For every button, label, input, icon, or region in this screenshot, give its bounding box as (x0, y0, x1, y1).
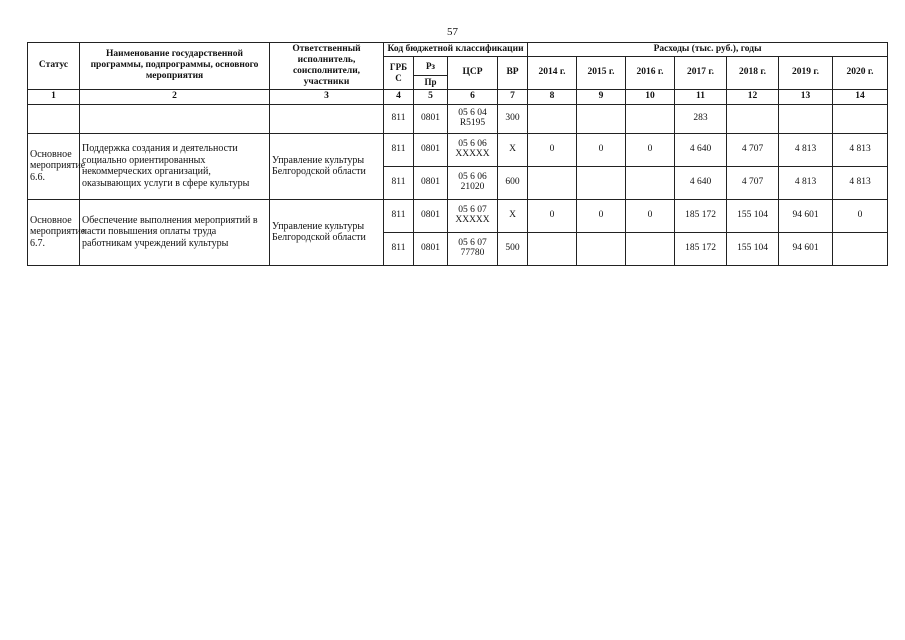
value-cell: 0 (833, 199, 888, 232)
column-number: 8 (528, 89, 577, 104)
csr-cell: 05 6 06 21020 (448, 166, 498, 199)
value-cell: 185 172 (675, 232, 727, 265)
value-cell: 0 (528, 199, 577, 232)
value-cell: 4 813 (779, 133, 833, 166)
header-name: Наименование государственной программы, подпрограммы, основного мероприятия (80, 43, 270, 90)
header-grbs: ГРБ С (384, 56, 414, 89)
value-cell (577, 166, 626, 199)
column-number: 4 (384, 89, 414, 104)
rzpr-cell: 0801 (414, 232, 448, 265)
value-cell: 4 707 (727, 166, 779, 199)
value-cell: 0 (577, 199, 626, 232)
rzpr-cell: 0801 (414, 104, 448, 133)
rzpr-cell: 0801 (414, 199, 448, 232)
value-cell: 0 (626, 133, 675, 166)
header-year-2018: 2018 г. (727, 56, 779, 89)
status-cell: Основное мероприятие 6.6. (28, 133, 80, 199)
value-cell (626, 166, 675, 199)
column-number: 11 (675, 89, 727, 104)
column-number: 12 (727, 89, 779, 104)
value-cell (577, 104, 626, 133)
budget-table (27, 42, 888, 266)
value-cell (528, 104, 577, 133)
value-cell: 0 (577, 133, 626, 166)
column-number: 13 (779, 89, 833, 104)
column-number: 3 (270, 89, 384, 104)
vr-cell: X (498, 199, 528, 232)
name-cell (80, 104, 270, 133)
column-number: 10 (626, 89, 675, 104)
value-cell: 4 707 (727, 133, 779, 166)
status-cell: Основное мероприятие 6.7. (28, 199, 80, 265)
value-cell (626, 104, 675, 133)
vr-cell: 500 (498, 232, 528, 265)
csr-cell: 05 6 07 77780 (448, 232, 498, 265)
column-number: 1 (28, 89, 80, 104)
rzpr-cell: 0801 (414, 166, 448, 199)
column-number: 2 (80, 89, 270, 104)
value-cell: 155 104 (727, 232, 779, 265)
header-status: Статус (28, 43, 80, 90)
column-number: 9 (577, 89, 626, 104)
vr-cell: 300 (498, 104, 528, 133)
header-expenses: Расходы (тыс. руб.), годы (528, 43, 888, 57)
header-rz: Рз (414, 56, 448, 75)
column-number: 6 (448, 89, 498, 104)
header-pr: Пр (414, 76, 448, 89)
column-number: 5 (414, 89, 448, 104)
status-cell (28, 104, 80, 133)
vr-cell: X (498, 133, 528, 166)
value-cell: 4 813 (833, 133, 888, 166)
header-year-2015: 2015 г. (577, 56, 626, 89)
value-cell: 4 640 (675, 166, 727, 199)
value-cell: 94 601 (779, 199, 833, 232)
header-year-2019: 2019 г. (779, 56, 833, 89)
table-row (28, 133, 888, 166)
column-number: 14 (833, 89, 888, 104)
csr-cell: 05 6 07 XXXXX (448, 199, 498, 232)
column-number-row (28, 89, 888, 104)
header-csr: ЦСР (448, 56, 498, 89)
value-cell: 0 (626, 199, 675, 232)
header-year-2014: 2014 г. (528, 56, 577, 89)
responsible-cell (270, 104, 384, 133)
value-cell (833, 232, 888, 265)
header-responsible: Ответственный исполнитель, соисполнители, участники (270, 43, 384, 90)
vr-cell: 600 (498, 166, 528, 199)
value-cell (779, 104, 833, 133)
value-cell: 155 104 (727, 199, 779, 232)
responsible-cell: Управление культуры Белгородской области (270, 133, 384, 199)
value-cell (626, 232, 675, 265)
value-cell: 185 172 (675, 199, 727, 232)
value-cell: 283 (675, 104, 727, 133)
value-cell: 94 601 (779, 232, 833, 265)
header-vr: ВР (498, 56, 528, 89)
value-cell: 4 813 (833, 166, 888, 199)
value-cell (528, 232, 577, 265)
value-cell (577, 232, 626, 265)
header-year-2017: 2017 г. (675, 56, 727, 89)
column-number: 7 (498, 89, 528, 104)
rzpr-cell: 0801 (414, 133, 448, 166)
header-row-top (28, 43, 888, 57)
header-year-2020: 2020 г. (833, 56, 888, 89)
value-cell (727, 104, 779, 133)
grbs-cell: 811 (384, 133, 414, 166)
table-row (28, 104, 888, 133)
header-budget-code: Код бюджетной классификации (384, 43, 528, 57)
name-cell: Обеспечение выполнения мероприятий в части повышения оплаты труда работникам учреждений культуры (80, 199, 270, 265)
csr-cell: 05 6 04 R5195 (448, 104, 498, 133)
name-cell: Поддержка создания и деятельности социально ориентированных некоммерческих организаций, оказывающих услуги в сфере культуры (80, 133, 270, 199)
page-number: 57 (447, 26, 458, 38)
grbs-cell: 811 (384, 232, 414, 265)
grbs-cell: 811 (384, 104, 414, 133)
grbs-cell: 811 (384, 199, 414, 232)
value-cell (833, 104, 888, 133)
responsible-cell: Управление культуры Белгородской области (270, 199, 384, 265)
header-year-2016: 2016 г. (626, 56, 675, 89)
value-cell: 4 640 (675, 133, 727, 166)
value-cell: 4 813 (779, 166, 833, 199)
value-cell: 0 (528, 133, 577, 166)
grbs-cell: 811 (384, 166, 414, 199)
value-cell (528, 166, 577, 199)
csr-cell: 05 6 06 XXXXX (448, 133, 498, 166)
table-row (28, 199, 888, 232)
